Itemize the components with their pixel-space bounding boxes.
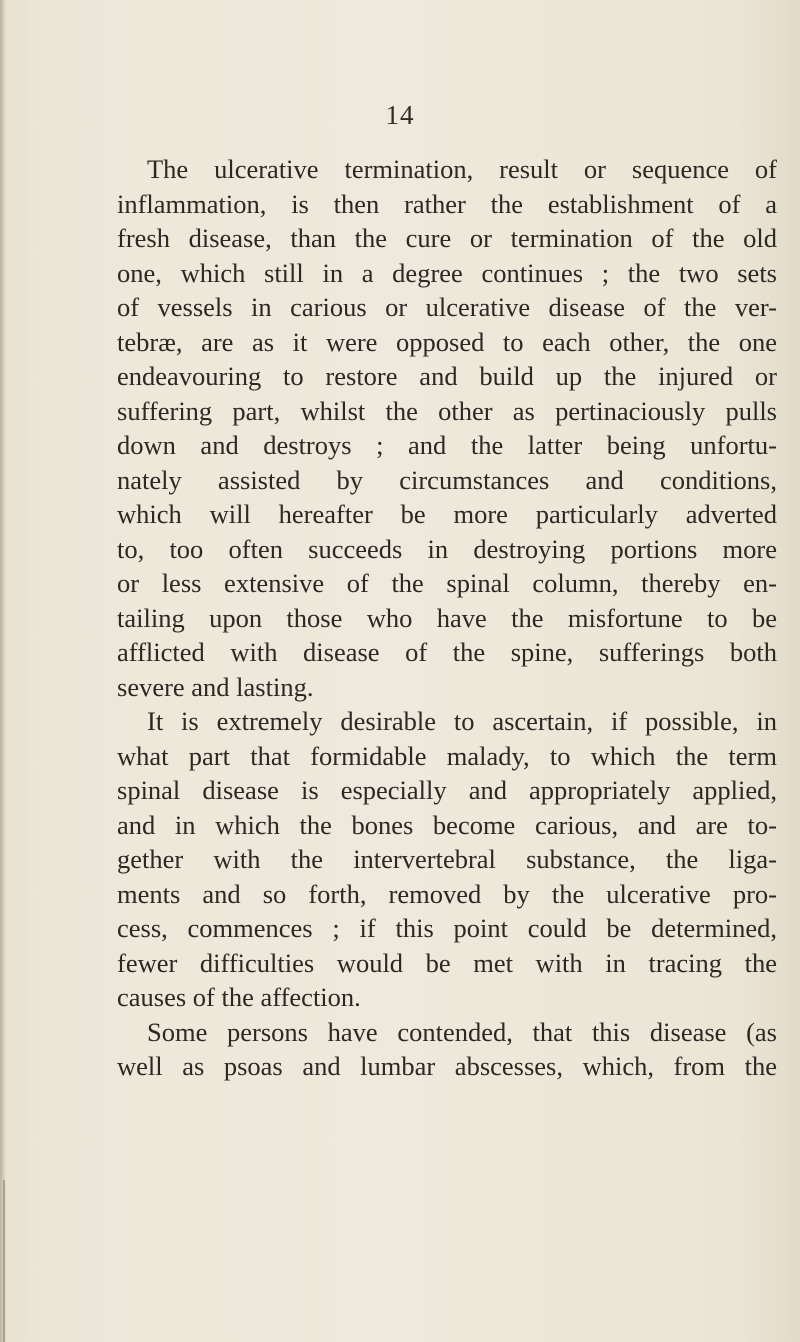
binding-edge <box>3 1180 5 1342</box>
text-line: gether with the intervertebral substance, the liga- <box>117 844 777 874</box>
text-line: causes of the affection. <box>117 982 361 1012</box>
text-line: suffering part, whilst the other as pertinaciously pulls <box>117 395 777 426</box>
text-line: spinal disease is especially and appropriately applied, <box>117 775 777 805</box>
text-line: It is extremely desirable to ascertain, if possible, in <box>147 706 777 736</box>
text-line: which will hereafter be more particularly adverted <box>117 499 777 529</box>
text-line: cess, commences ; if this point could be determined, <box>117 913 777 943</box>
text-line: inflammation, is then rather the establishment of a <box>117 188 777 219</box>
text-line: ments and so forth, removed by the ulcerative pro- <box>117 878 777 909</box>
page-edge-shadow <box>0 0 6 1342</box>
text-line: The ulcerative termination, result or sequence of <box>147 154 777 184</box>
text-line: down and destroys ; and the latter being unfortu- <box>117 430 777 460</box>
text-line: to, too often succeeds in destroying portions more <box>117 533 777 564</box>
text-line: Some persons have contended, that this disease (as <box>147 1016 777 1047</box>
text-line: afflicted with disease of the spine, sufferings both <box>117 637 777 667</box>
text-line: tebræ, are as it were opposed to each other, the one <box>117 326 777 357</box>
text-line: what part that formidable malady, to which the term <box>117 740 777 771</box>
text-line: tailing upon those who have the misfortune to be <box>117 602 777 633</box>
text-line: of vessels in carious or ulcerative disease of the ver- <box>117 292 777 322</box>
text-line: fresh disease, than the cure or termination of the old <box>117 223 777 253</box>
body-text <box>117 152 777 1084</box>
text-line: severe and lasting. <box>117 671 314 702</box>
text-line: fewer difficulties would be met with in tracing the <box>117 947 777 978</box>
text-line: one, which still in a degree continues ; the two sets <box>117 257 777 288</box>
text-line: well as psoas and lumbar abscesses, which, from the <box>117 1051 777 1081</box>
text-line: nately assisted by circumstances and conditions, <box>117 464 777 495</box>
text-line: and in which the bones become carious, and are to- <box>117 809 777 840</box>
page-number: 14 <box>385 100 415 130</box>
text-line: or less extensive of the spinal column, thereby en- <box>117 568 777 598</box>
text-line: endeavouring to restore and build up the injured or <box>117 361 777 391</box>
